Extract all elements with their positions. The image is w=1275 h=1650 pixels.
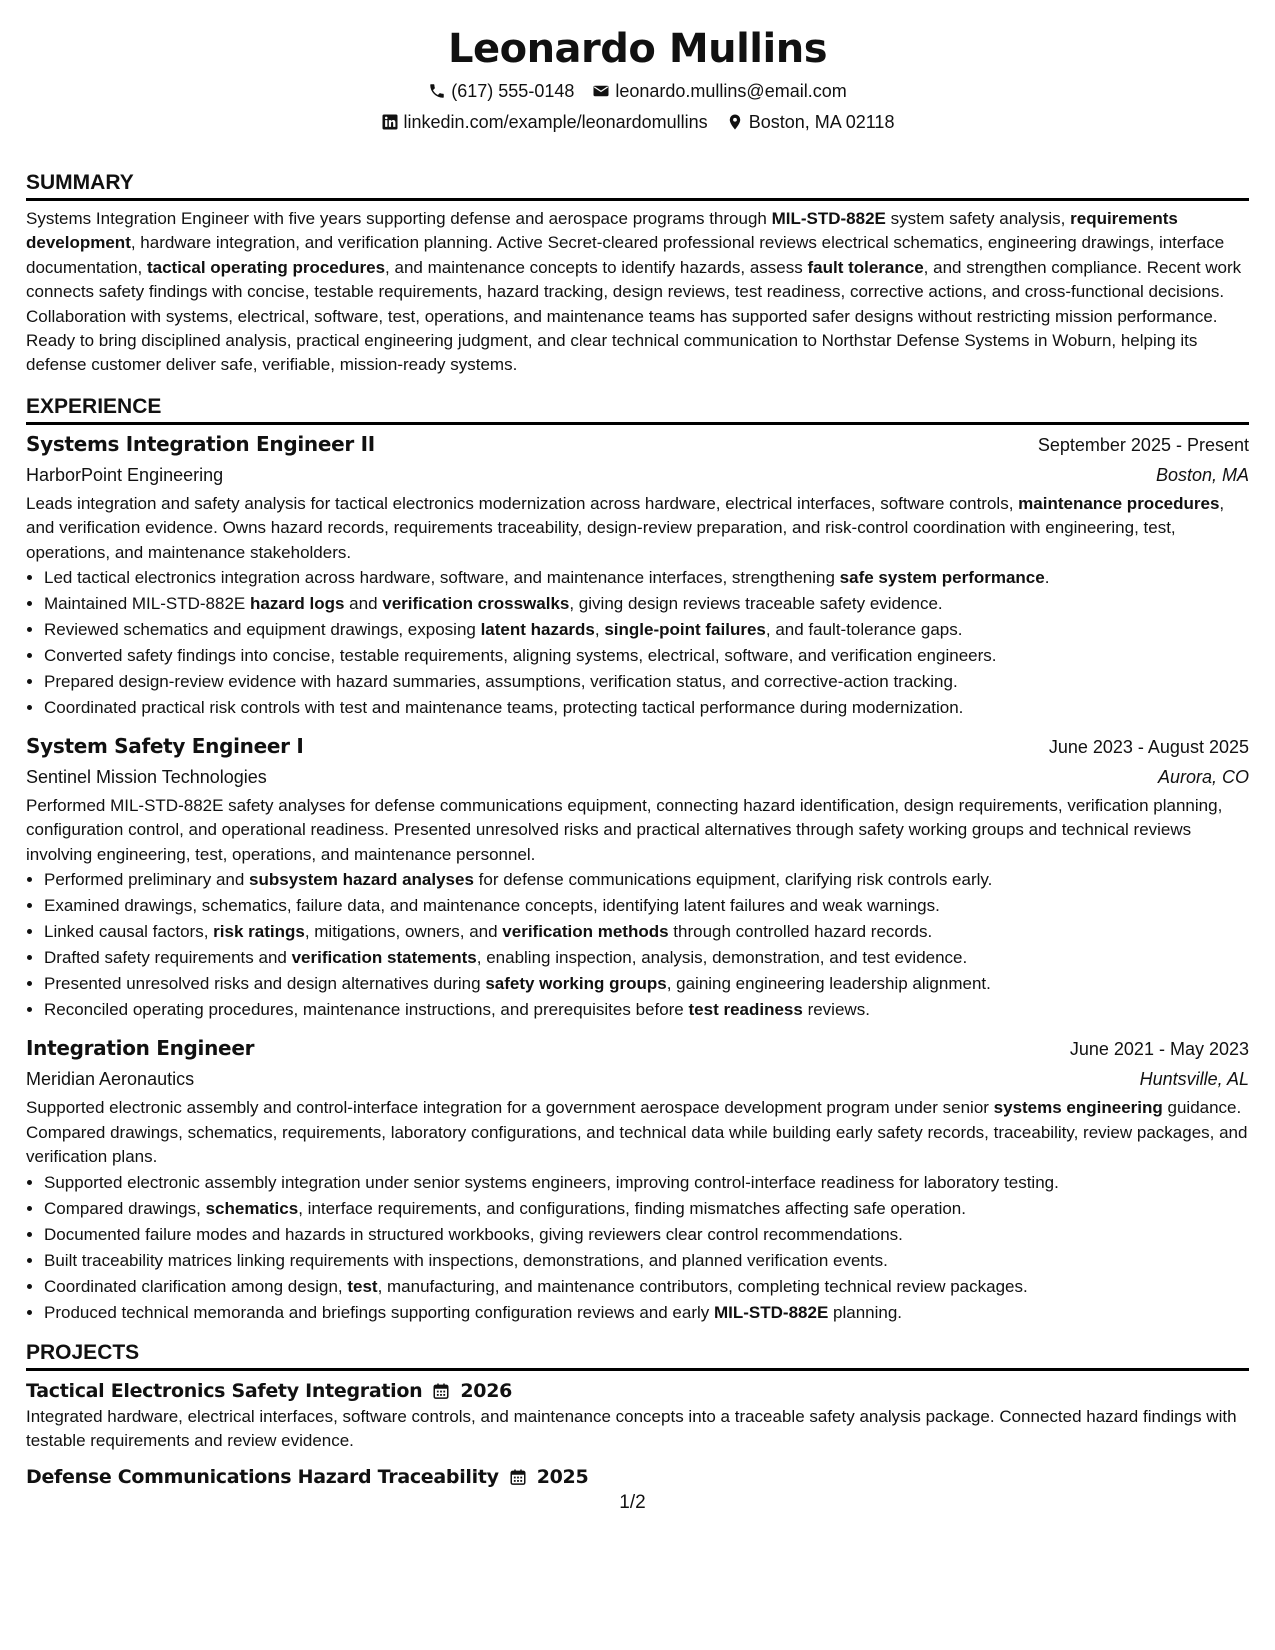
bullet-item: • Examined drawings, schematics, failure data, and maintenance concepts, identifying latent failures and weak warnings.: [44, 893, 1249, 919]
bold-keyword: hazard logs: [249, 594, 345, 614]
job-summary: Leads integration and safety analysis for tactical electronics modernization across hardware, electrical interfaces, software controls, maintenance procedures, and verification evidence. Owns hazard records, requirements traceability, design-review preparation, and risk-control coordination with engineering, test, operations, and maintenance stakeholders.: [26, 493, 1225, 562]
job-summary: Supported electronic assembly and control-interface integration for a government aerospace development program under senior systems engineering guidance. Compared drawings, schematics, requirements, laboratory configurations, and technical data while building early safety records, traceability, review packages, and verification plans.: [26, 1098, 1248, 1167]
project-entry: [26, 1377, 1249, 1454]
project-entry: [26, 1463, 1249, 1491]
bold-keyword: verification methods: [502, 922, 669, 942]
bullet-item: • Coordinated practical risk controls with test and maintenance teams, protecting tactical performance during modernization.: [44, 695, 1249, 721]
resume-page: [26, 0, 1249, 1513]
bullet-item: • Documented failure modes and hazards in structured workbooks, giving reviewers clear control recommendations.: [44, 1222, 1249, 1248]
summary-heading: SUMMARY: [26, 170, 1249, 201]
bullet-item: • Reviewed schematics and equipment drawings, exposing latent hazards, single-point failures, and fault-tolerance gaps.: [44, 617, 1249, 643]
bold-keyword: MIL-STD-882E: [771, 209, 886, 228]
job-bullets: [26, 565, 1249, 721]
job-title: Systems Integration Engineer II: [26, 431, 375, 456]
job-company: HarborPoint Engineering: [26, 464, 224, 485]
job-entry: [26, 731, 1249, 1023]
bold-keyword: schematics: [205, 1198, 299, 1218]
candidate-name: Leonardo Mullins: [447, 26, 828, 72]
experience-section: [26, 394, 1249, 1326]
bold-keyword: MIL-STD-882E: [714, 1302, 829, 1322]
linkedin-text: linkedin.com/example/leonardomullins: [403, 112, 708, 132]
bullet-item: • Presented unresolved risks and design alternatives during safety working groups, gaining engineering leadership alignment.: [44, 971, 1249, 997]
calendar-icon: [509, 1468, 527, 1486]
projects-section: [26, 1340, 1249, 1492]
job-location: Huntsville, AL: [1139, 1069, 1249, 1090]
job-entry: [26, 429, 1249, 721]
bullet-item: • Reconciled operating procedures, maintenance instructions, and prerequisites before test readiness reviews.: [44, 997, 1249, 1023]
page-number: 1/2: [619, 1492, 646, 1513]
job-location: Boston, MA: [1155, 464, 1249, 485]
bullet-item: • Maintained MIL-STD-882E hazard logs and verification crosswalks, giving design reviews traceable safety evidence.: [44, 591, 1249, 617]
phone-contact[interactable]: [428, 79, 574, 103]
bold-keyword: requirements development: [26, 209, 1178, 253]
bullet-item: • Produced technical memoranda and briefings supporting configuration reviews and early MIL-STD-882E planning.: [44, 1300, 1249, 1326]
bullet-item: • Linked causal factors, risk ratings, mitigations, owners, and verification methods through controlled hazard records.: [44, 919, 1249, 945]
job-location: Aurora, CO: [1157, 767, 1249, 788]
job-dates: June 2023 - August 2025: [1048, 737, 1249, 758]
experience-heading: EXPERIENCE: [26, 394, 1249, 425]
job-entry: [26, 1033, 1249, 1325]
bullet-item: • Built traceability matrices linking requirements with inspections, demonstrations, and planned verification events.: [44, 1248, 1249, 1274]
bold-keyword: verification crosswalks: [382, 594, 570, 614]
summary-text: Systems Integration Engineer with five years supporting defense and aerospace programs through MIL-STD-882E system safety analysis, requirements development, hardware integration, and verification planning. Active Secret-cleared professional reviews electrical schematics, engineering drawings, interface documentation, tactical operating procedures, and maintenance concepts to identify hazards, assess fault tolerance, and strengthen compliance. Recent work connects safety findings with concise, testable requirements, hazard tracking, design reviews, test readiness, corrective actions, and cross-functional decisions. Collaboration with systems, electrical, software, test, operations, and maintenance teams has supported safer designs without restricting mission performance. Ready to bring disciplined analysis, practical engineering judgment, and clear technical communication to Northstar Defense Systems in Woburn, helping its defense customer deliver safe, verifiable, mission-ready systems.: [26, 209, 1242, 375]
bold-keyword: safe system performance: [839, 568, 1045, 588]
linkedin-contact[interactable]: [381, 110, 708, 134]
email-text: leonardo.mullins@email.com: [615, 81, 847, 101]
bold-keyword: subsystem hazard analyses: [249, 870, 474, 890]
bold-keyword: risk ratings: [213, 922, 305, 942]
bold-keyword: latent hazards: [480, 620, 595, 640]
bullet-item: • Drafted safety requirements and verification statements, enabling inspection, analysis, demonstration, and test evidence.: [44, 945, 1249, 971]
project-title: Tactical Electronics Safety Integration: [26, 1379, 423, 1402]
job-bullets: [26, 1170, 1249, 1326]
bold-keyword: test: [347, 1276, 378, 1296]
bold-keyword: single-point failures: [604, 620, 766, 640]
bold-keyword: safety working groups: [485, 974, 667, 994]
bullet-item: • Performed preliminary and subsystem hazard analyses for defense communications equipment, clarifying risk controls early.: [44, 867, 1249, 893]
job-dates: June 2021 - May 2023: [1069, 1039, 1249, 1060]
location-text: Boston, MA 02118: [748, 112, 895, 132]
envelope-icon: [592, 82, 610, 100]
bold-keyword: maintenance procedures: [1018, 493, 1220, 513]
project-year: 2025: [536, 1466, 589, 1489]
bold-keyword: tactical operating procedures: [146, 257, 386, 277]
job-company: Sentinel Mission Technologies: [26, 767, 267, 788]
bold-keyword: verification statements: [291, 948, 477, 968]
email-contact[interactable]: [592, 79, 846, 103]
location-contact: [726, 110, 895, 134]
job-title: System Safety Engineer I: [26, 734, 304, 759]
project-year: 2026: [460, 1379, 513, 1402]
calendar-icon: [432, 1382, 450, 1400]
phone-icon: [428, 82, 446, 100]
linkedin-icon: [381, 113, 399, 131]
job-summary: Performed MIL-STD-882E safety analyses for defense communications equipment, connecting hazard identification, design requirements, verification planning, configuration control, and operational readiness. Presented unresolved risks and practical alternatives through safety working groups and technical reviews involving engineering, test, operations, and maintenance personnel.: [26, 796, 1223, 864]
project-title: Defense Communications Hazard Traceability: [26, 1466, 499, 1489]
summary-section: [26, 170, 1249, 378]
job-company: Meridian Aeronautics: [26, 1069, 195, 1090]
bullet-item: • Compared drawings, schematics, interface requirements, and configurations, finding mismatches affecting safe operation.: [44, 1196, 1249, 1222]
job-title: Integration Engineer: [26, 1036, 255, 1061]
bold-keyword: test readiness: [688, 1000, 803, 1020]
bullet-item: • Prepared design-review evidence with hazard summaries, assumptions, verification status, and corrective-action tracking.: [44, 669, 1249, 695]
contact-row-1: [26, 79, 1249, 103]
bullet-item: • Coordinated clarification among design, test, manufacturing, and maintenance contributors, completing technical review packages.: [44, 1274, 1249, 1300]
bullet-item: • Supported electronic assembly integration under senior systems engineers, improving control-interface readiness for laboratory testing.: [44, 1170, 1249, 1196]
bold-keyword: systems engineering: [993, 1098, 1163, 1118]
bold-keyword: fault tolerance: [807, 257, 924, 277]
job-dates: September 2025 - Present: [1037, 434, 1249, 455]
contact-row-2: [26, 110, 1249, 134]
project-description: Integrated hardware, electrical interfaces, software controls, and maintenance concepts into a traceable safety analysis package. Connected hazard findings with testable requirements and review evidence.: [26, 1406, 1237, 1450]
bullet-item: • Converted safety findings into concise, testable requirements, aligning systems, electrical, software, and verification engineers.: [44, 643, 1249, 669]
projects-heading: PROJECTS: [26, 1340, 1249, 1371]
phone-text: (617) 555-0148: [451, 81, 575, 101]
bullet-item: • Led tactical electronics integration across hardware, software, and maintenance interfaces, strengthening safe system performance.: [44, 565, 1249, 591]
map-pin-icon: [726, 113, 744, 131]
job-bullets: [26, 867, 1249, 1023]
